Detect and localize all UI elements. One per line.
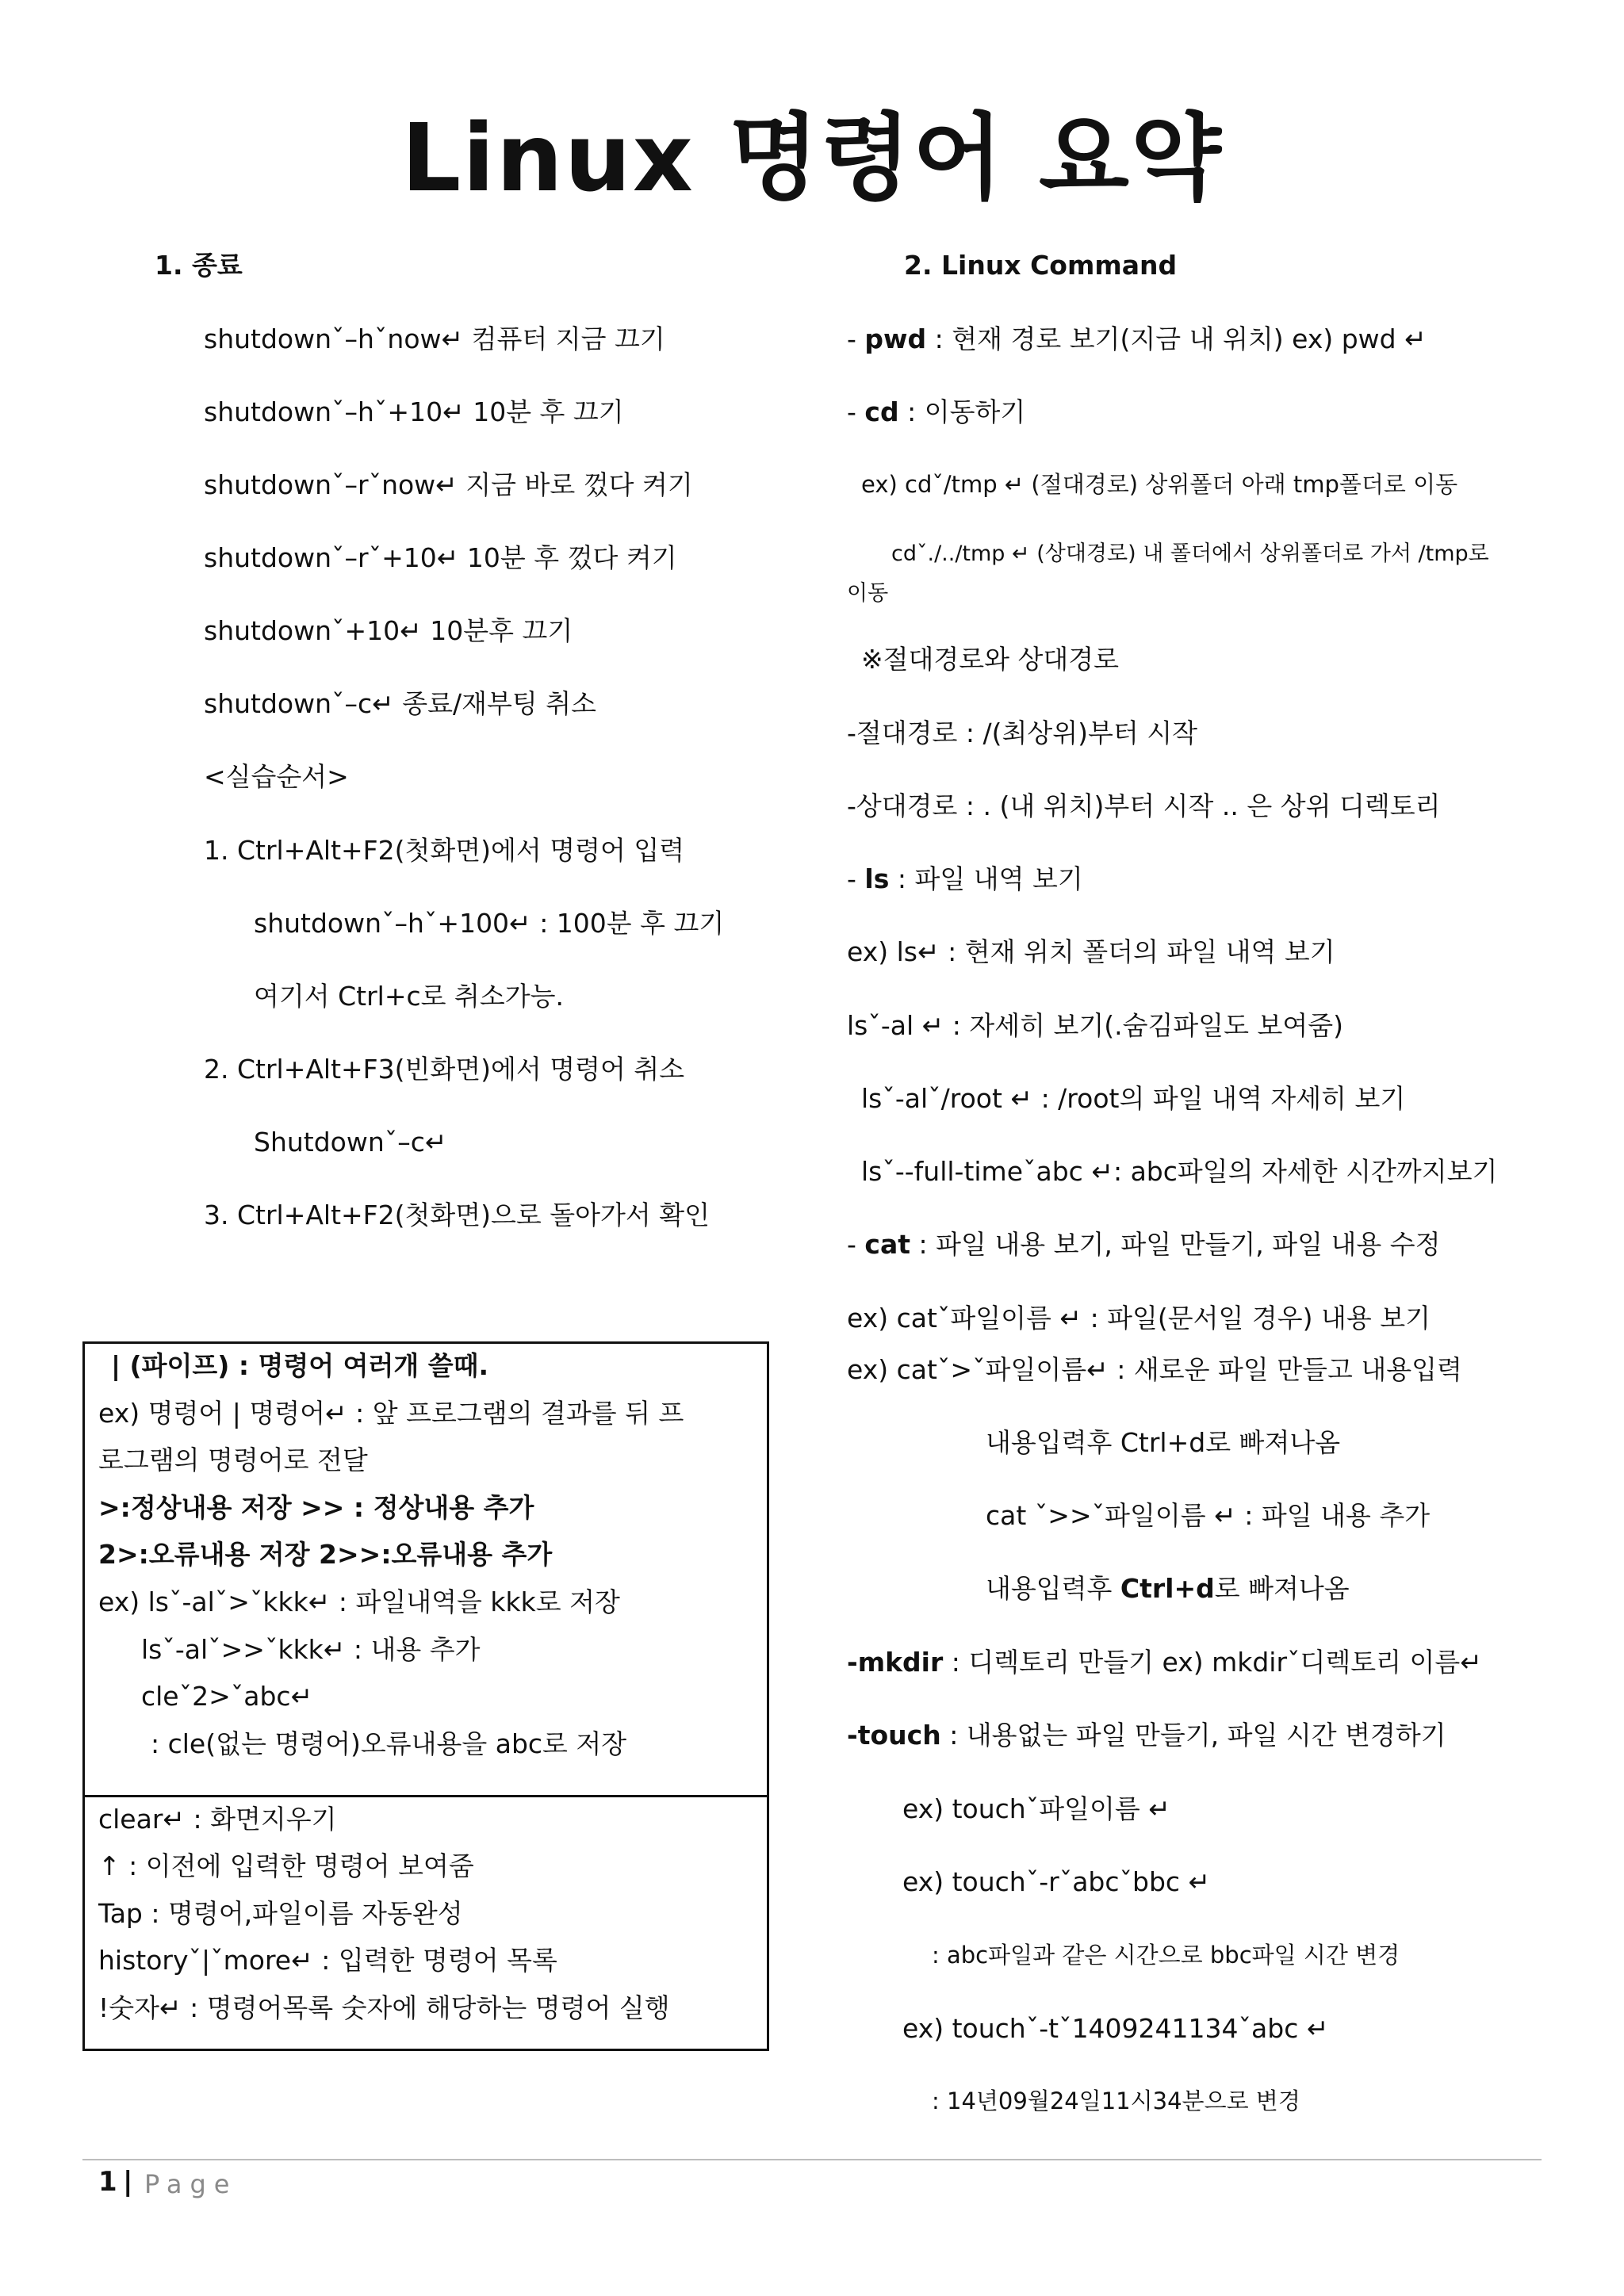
page-number: 1 <box>98 2166 117 2198</box>
box-line: ↑ : 이전에 입력한 명령어 보여줌 <box>98 1850 474 1881</box>
left-line: Shutdownˇ–c↵ <box>254 1127 447 1158</box>
box-line: 2>:오류내용 저장 2>>:오류내용 추가 <box>98 1539 553 1570</box>
right-line: : 14년09월24일11시34분으로 변경 <box>932 2087 1300 2114</box>
right-line: ex) ls↵ : 현재 위치 폴더의 파일 내역 보기 <box>847 936 1335 967</box>
box-line: : cle(없는 명령어)오류내용을 abc로 저장 <box>151 1728 627 1759</box>
left-line: shutdownˇ–hˇ+10↵ 10분 후 끄기 <box>204 396 624 427</box>
left-line: shutdownˇ–c↵ 종료/재부팅 취소 <box>204 688 597 719</box>
cmd-touch: -touch : 내용없는 파일 만들기, 파일 시간 변경하기 <box>847 1720 1446 1751</box>
left-line: 여기서 Ctrl+c로 취소가능. <box>254 981 565 1012</box>
right-line: ex) touchˇ-tˇ1409241134ˇabc ↵ <box>902 2013 1329 2044</box>
right-line: cat ˇ>>ˇ파일이름 ↵ : 파일 내용 추가 <box>986 1500 1431 1531</box>
right-line: ex) catˇ>ˇ파일이름↵ : 새로운 파일 만들고 내용입력 <box>847 1354 1462 1385</box>
right-line: lsˇ--full-timeˇabc ↵: abc파일의 자세한 시간까지보기 <box>861 1156 1498 1187</box>
cmd-mkdir: -mkdir : 디렉토리 만들기 ex) mkdirˇ디렉토리 이름↵ <box>847 1647 1482 1678</box>
right-line: lsˇ-al ↵ : 자세히 보기(.숨김파일도 보여줌) <box>847 1010 1344 1041</box>
section-heading-linux-command: 2. Linux Command <box>904 250 1178 281</box>
left-line: shutdownˇ–rˇ+10↵ 10분 후 껐다 켜기 <box>204 542 677 573</box>
page-title: Linux 명령어 요약 <box>401 103 1223 212</box>
right-line: ※절대경로와 상대경로 <box>861 644 1120 675</box>
left-line: shutdownˇ+10↵ 10분후 끄기 <box>204 615 573 646</box>
box-line: historyˇ|ˇmore↵ : 입력한 명령어 목록 <box>98 1945 557 1976</box>
left-line: shutdownˇ–hˇnow↵ 컴퓨터 지금 끄기 <box>204 323 665 354</box>
right-line: -절대경로 : /(최상위)부터 시작 <box>847 718 1198 748</box>
box-line: clear↵ : 화면지우기 <box>98 1804 337 1835</box>
right-line: 내용입력후 Ctrl+d로 빠져나옴 <box>986 1427 1341 1458</box>
footer-separator: | <box>123 2166 133 2198</box>
right-line: ex) touchˇ파일이름 ↵ <box>902 1793 1170 1824</box>
right-line: 내용입력후 Ctrl+d로 빠져나옴 <box>986 1573 1350 1604</box>
right-line: 이동 <box>847 581 889 606</box>
box-line: 로그램의 명령어로 전달 <box>98 1445 368 1475</box>
right-line: ex) catˇ파일이름 ↵ : 파일(문서일 경우) 내용 보기 <box>847 1303 1431 1334</box>
section-heading-shutdown: 1. 종료 <box>155 250 243 281</box>
box-line: !숫자↵ : 명령어목록 숫자에 해당하는 명령어 실행 <box>98 1992 670 2023</box>
left-line: 1. Ctrl+Alt+F2(첫화면)에서 명령어 입력 <box>204 835 685 866</box>
box-line: lsˇ-alˇ>>ˇkkk↵ : 내용 추가 <box>141 1634 481 1665</box>
box-line: Tap : 명령어,파일이름 자동완성 <box>98 1898 463 1929</box>
box-line: ex) 명령어 | 명령어↵ : 앞 프로그램의 결과를 뒤 프 <box>98 1398 684 1429</box>
footer-page-label: Page <box>144 2169 238 2199</box>
cmd-cd: - cd : 이동하기 <box>847 396 1026 427</box>
box-line: | (파이프) : 명령어 여러개 쓸때. <box>111 1350 489 1381</box>
right-line: -상대경로 : . (내 위치)부터 시작 .. 은 상위 디렉토리 <box>847 790 1441 821</box>
left-line: shutdownˇ–rˇnow↵ 지금 바로 껐다 켜기 <box>204 469 693 500</box>
right-line: lsˇ-alˇ/root ↵ : /root의 파일 내역 자세히 보기 <box>861 1083 1406 1114</box>
box-line: cleˇ2>ˇabc↵ <box>141 1681 313 1712</box>
cmd-pwd: - pwd : 현재 경로 보기(지금 내 위치) ex) pwd ↵ <box>847 323 1427 354</box>
box-line: >:정상내용 저장 >> : 정상내용 추가 <box>98 1492 534 1523</box>
left-line: 3. Ctrl+Alt+F2(첫화면)으로 돌아가서 확인 <box>204 1200 710 1230</box>
right-line: ex) cdˇ/tmp ↵ (절대경로) 상위폴더 아래 tmp폴더로 이동 <box>861 471 1458 498</box>
box-line: ex) lsˇ-alˇ>ˇkkk↵ : 파일내역을 kkk로 저장 <box>98 1586 620 1617</box>
left-line: shutdownˇ–hˇ+100↵ : 100분 후 끄기 <box>254 908 725 939</box>
cmd-ls: - ls : 파일 내역 보기 <box>847 863 1083 894</box>
box-divider <box>82 1795 769 1797</box>
footer-rule <box>82 2159 1542 2160</box>
right-line: ex) touchˇ-rˇabcˇbbc ↵ <box>902 1866 1211 1897</box>
right-line: : abc파일과 같은 시간으로 bbc파일 시간 변경 <box>932 1942 1400 1969</box>
left-line: <실습순서> <box>204 761 349 792</box>
cmd-cat: - cat : 파일 내용 보기, 파일 만들기, 파일 내용 수정 <box>847 1229 1441 1260</box>
right-line: cdˇ./../tmp ↵ (상대경로) 내 폴더에서 상위폴더로 가서 /tmp로 <box>891 541 1489 566</box>
left-line: 2. Ctrl+Alt+F3(빈화면)에서 명령어 취소 <box>204 1054 685 1085</box>
